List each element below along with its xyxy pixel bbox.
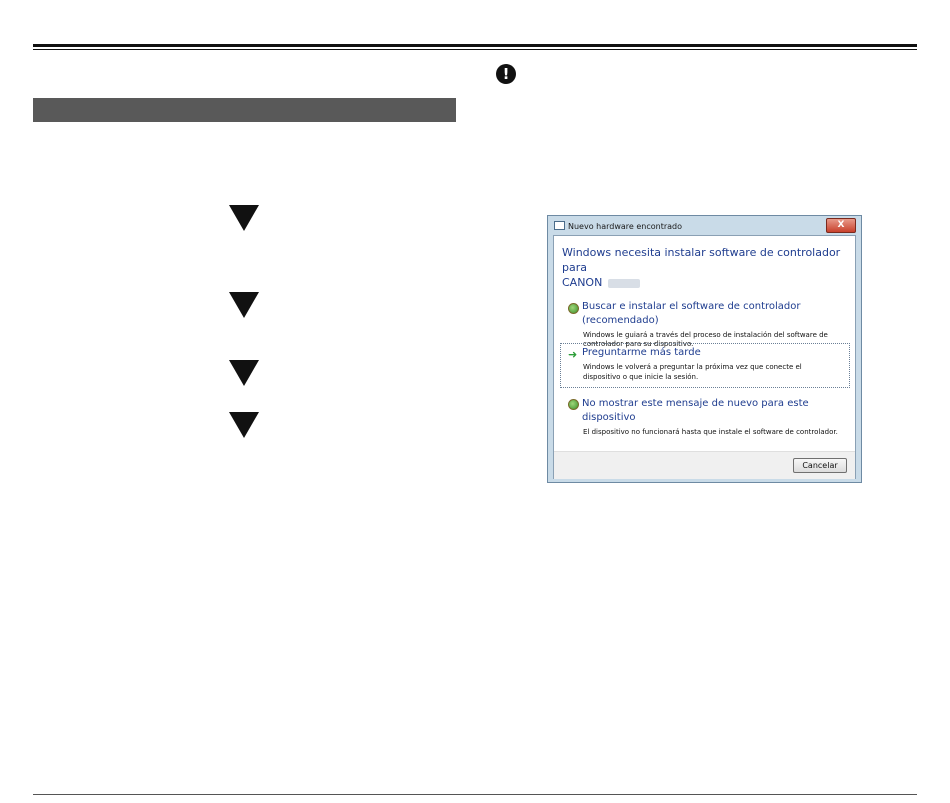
- device-name: CANON: [562, 276, 603, 289]
- option-search-install-desc-1: Windows le guiará a través del proceso de instalación del software de: [583, 331, 828, 339]
- step-arrow-down-icon: [229, 360, 259, 386]
- header-rule-thin: [33, 49, 917, 50]
- option-ask-later-desc-1: Windows le volverá a preguntar la próxima vez que conecte el: [583, 363, 802, 371]
- arrow-right-icon: ➜: [568, 348, 578, 361]
- option-search-install[interactable]: Buscar e instalar el software de controlador: [582, 301, 801, 312]
- option-ask-later[interactable]: Preguntarme más tarde: [582, 347, 701, 358]
- dialog-client-area: [553, 235, 856, 479]
- dialog-heading-line1: Windows necesita instalar software de controlador para: [562, 246, 841, 274]
- shield-icon: [568, 399, 579, 410]
- dialog-footer: [554, 451, 855, 479]
- footer-rule: [33, 794, 917, 795]
- option-ask-later-desc-2: dispositivo o que inicie la sesión.: [583, 373, 699, 381]
- option-search-install-subtitle: (recomendado): [582, 315, 659, 326]
- dialog-heading-line2: [562, 275, 852, 290]
- step-arrow-down-icon: [229, 292, 259, 318]
- new-hardware-dialog: [547, 215, 862, 483]
- option-dont-show-desc: El dispositivo no funcionará hasta que instale el software de controlador.: [583, 428, 838, 436]
- step-arrow-down-icon: [229, 205, 259, 231]
- option-dont-show[interactable]: No mostrar este mensaje de nuevo para este: [582, 398, 809, 409]
- step-arrow-down-icon: [229, 412, 259, 438]
- redacted-model: [608, 279, 640, 288]
- option-dont-show-subtitle: dispositivo: [582, 412, 636, 423]
- header-rule-thick: [33, 44, 917, 47]
- section-heading-bar: [33, 98, 456, 122]
- dialog-heading: [562, 245, 852, 290]
- shield-icon: [568, 303, 579, 314]
- dialog-title: Nuevo hardware encontrado: [568, 222, 683, 231]
- dialog-titlebar: [554, 219, 682, 235]
- caution-icon: !: [496, 64, 516, 84]
- close-button[interactable]: X: [826, 218, 856, 233]
- option-search-install-desc-2: controlador para su dispositivo.: [583, 340, 694, 348]
- cancel-button[interactable]: Cancelar: [793, 458, 847, 473]
- hardware-icon: [554, 221, 565, 230]
